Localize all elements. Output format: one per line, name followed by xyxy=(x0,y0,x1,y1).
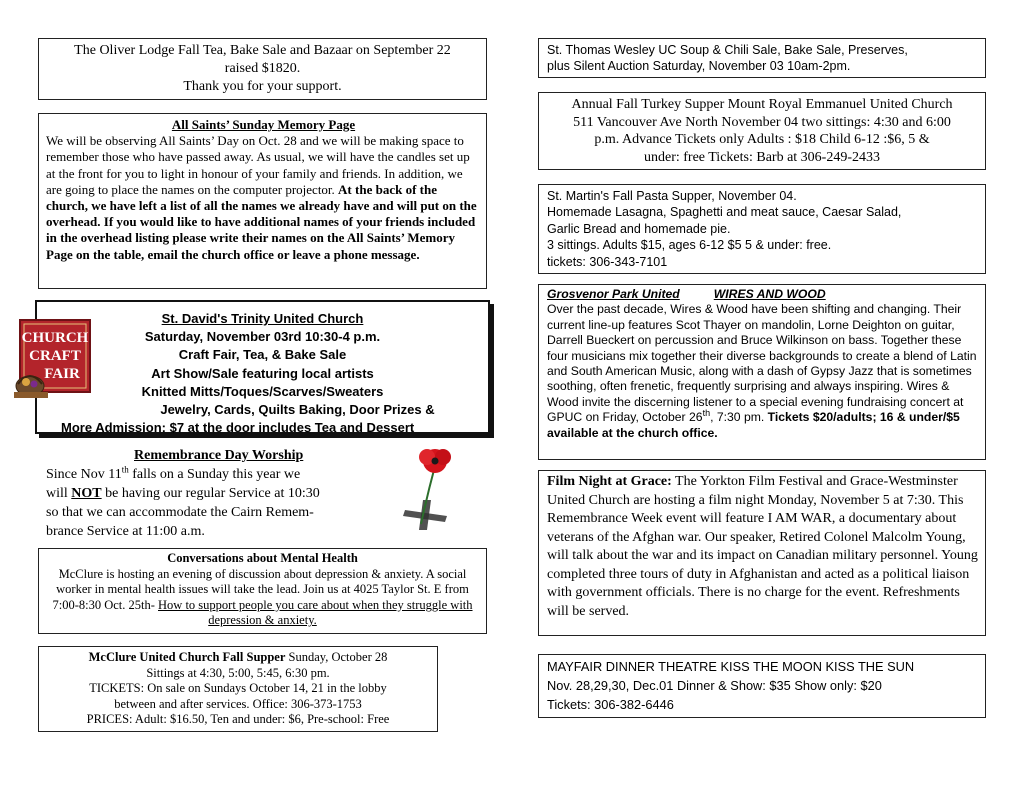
grosvenor-body-text: Over the past decade, Wires & Wood have been shifting and changing. Their current line-up features Scot Thayer on mandolin, Lorne Deighton on guitar, Darrell Bueckert on percussion and Bruce Wilkinson on bass. Together these four musicians mix together their diverse backgrounds to create a blend of Latin and South American Music, along with a dash of Gypsy Jazz that is sometimes soothing, often frenetic, frequently surprising and always inspiring. Wires & Wood invite the discerning listener to a special evening fundraising concert at GPUC on Friday, October 26 xyxy=(547,302,977,425)
st-thomas-line-2: plus Silent Auction Saturday, November 03 10am-2pm. xyxy=(547,59,851,73)
st-david-line-3: Knitted Mitts/Toques/Scarves/Sweaters xyxy=(141,383,384,399)
mayfair-line-1: MAYFAIR DINNER THEATRE KISS THE MOON KISS THE SUN xyxy=(547,659,915,674)
pasta-line-5: tickets: 306-343-7101 xyxy=(547,254,668,269)
film-night-body xyxy=(547,473,979,621)
all-saints-title: All Saints’ Sunday Memory Page xyxy=(171,117,356,132)
logo-word-church: CHURCH xyxy=(21,330,89,346)
film-night-notice xyxy=(538,470,986,636)
grosvenor-notice xyxy=(538,284,986,460)
oliver-lodge-notice xyxy=(38,38,487,100)
pasta-line-4: 3 sittings. Adults $15, ages 6-12 $5 5 & under: free. xyxy=(547,238,832,253)
grosvenor-title-church: Grosvenor Park United xyxy=(547,287,680,301)
poppy-cross-graphic xyxy=(365,444,475,536)
oliver-line-2: raised $1820. xyxy=(224,61,301,76)
logo-word-craft: CRAFT xyxy=(29,348,81,364)
mcclure-date: Sunday, October 28 xyxy=(285,650,388,664)
mental-health-notice xyxy=(38,548,487,634)
logo-word-fair: FAIR xyxy=(44,366,80,382)
remembrance-title: Remembrance Day Worship xyxy=(134,448,304,463)
st-thomas-notice xyxy=(538,38,986,78)
grosvenor-title-band: WIRES AND WOOD xyxy=(713,287,826,301)
mental-health-title: Conversations about Mental Health xyxy=(167,551,358,565)
st-thomas-line-1: St. Thomas Wesley UC Soup & Chili Sale, Bake Sale, Preserves, xyxy=(547,43,908,57)
pasta-line-1: St. Martin's Fall Pasta Supper, November 04. xyxy=(547,189,797,203)
grosvenor-sup: th xyxy=(702,408,711,419)
pasta-supper-notice xyxy=(538,184,986,274)
turkey-line-2: 511 Vancouver Ave North November 04 two sittings: 4:30 and 6:00 xyxy=(573,114,951,130)
turkey-supper-notice xyxy=(538,92,986,170)
mcclure-supper-notice xyxy=(38,646,438,732)
pasta-line-3: Garlic Bread and homemade pie. xyxy=(547,221,731,236)
church-craft-fair-logo-graphic xyxy=(10,318,92,410)
mayfair-notice xyxy=(538,654,986,718)
oliver-line-1: The Oliver Lodge Fall Tea, Bake Sale and Bazaar on September 22 xyxy=(74,43,451,58)
mental-health-body xyxy=(45,567,480,629)
all-saints-body-plain: We will be observing All Saints’ Day on Oct. 28 and we will be making space to remember those who have passed away. As usual, we will have the candles set up at the front for you to light in honour of your family and friends. In addition, we are going to place the names on the computer projector. xyxy=(46,133,470,197)
grosvenor-title xyxy=(547,287,979,302)
remembrance-line-3: so that we can accommodate the Cairn Remem- xyxy=(46,505,314,520)
st-david-line-4: Jewelry, Cards, Quilts Baking, Door Prizes & xyxy=(160,402,435,418)
mcclure-line-2: Sittings at 4:30, 5:00, 5:45, 6:30 pm. xyxy=(146,665,330,680)
film-night-lead: Film Night at Grace: xyxy=(547,474,672,489)
grosvenor-tickets: Tickets $20/adults; 16 & under/$5 available at the church office. xyxy=(547,410,960,440)
pasta-line-2: Homemade Lasagna, Spaghetti and meat sauce, Caesar Salad, xyxy=(547,205,902,220)
all-saints-body-bold: At the back of the church, we have left a list of all the names we already have and will put on the overhead. If you would like to have additional names of your friends included in the overhead listing please write their names on the All Saints’ Memory Page on the table, email the church office or leave a phone message. xyxy=(46,181,477,262)
remembrance-notice xyxy=(46,446,366,541)
remembrance-not: NOT xyxy=(71,486,102,501)
oliver-line-3: Thank you for your support. xyxy=(183,79,342,94)
all-saints-notice xyxy=(38,113,487,289)
mcclure-line-4: between and after services. Office: 306-373-1753 xyxy=(114,696,362,711)
mcclure-title: McClure United Church Fall Supper xyxy=(88,650,286,664)
st-david-line-5: More Admission: $7 at the door includes Tea and Dessert xyxy=(61,420,415,436)
turkey-line-1: Annual Fall Turkey Supper Mount Royal Emmanuel United Church xyxy=(571,97,953,112)
all-saints-body xyxy=(46,133,481,263)
poppy-cross-icon xyxy=(365,444,475,536)
st-david-line-2: Art Show/Sale featuring local artists xyxy=(151,365,374,381)
st-david-line-1: Craft Fair, Tea, & Bake Sale xyxy=(178,347,347,363)
remembrance-line-2 xyxy=(46,484,366,503)
st-david-title: St. David's Trinity United Church xyxy=(161,311,364,326)
remembrance-line-1 xyxy=(46,465,366,484)
remembrance-line-4: brance Service at 11:00 a.m. xyxy=(46,524,205,539)
mcclure-line-3: TICKETS: On sale on Sundays October 14, 21 in the lobby xyxy=(89,681,387,696)
mcclure-line-5: PRICES: Adult: $16.50, Ten and under: $6, Pre-school: Free xyxy=(86,712,390,727)
turkey-line-4: under: free Tickets: Barb at 306-249-2433 xyxy=(643,149,880,165)
remembrance-t4: be having our regular Service at 10:30 xyxy=(101,486,320,501)
remembrance-t3: will xyxy=(46,486,72,501)
mental-health-support-text: How to support people you care about when they struggle with depression & anxiety. xyxy=(158,597,473,628)
st-david-date: Saturday, November 03rd 10:30-4 p.m. xyxy=(144,329,381,345)
mental-health-body-text: McClure is hosting an evening of discussion about depression & anxiety. A social worker in mental health issues will take the lead. Join us at 4025 Taylor St. E from 7:00-8:30 Oct. 25th- xyxy=(52,566,469,612)
church-craft-fair-logo xyxy=(10,318,92,410)
grosvenor-body xyxy=(547,302,979,441)
st-david-notice xyxy=(35,300,490,434)
remembrance-t1: Since Nov 11 xyxy=(46,467,122,482)
remembrance-t2: falls on a Sunday this year we xyxy=(128,467,301,482)
mayfair-line-2: Nov. 28,29,30, Dec.01 Dinner & Show: $35 Show only: $20 xyxy=(547,678,882,693)
mcclure-line-1 xyxy=(39,650,437,666)
film-night-text: The Yorkton Film Festival and Grace-Westminster United Church are hosting a film night Monday, November 5 at 7:30. This Remembrance Week event will feature I AM WAR, a documentary about veterans of the Afghan war. Our speaker, Retired Colonel Malcolm Young, will talk about the war and its impact on Canadian military personnel. Young completed three tours of duty in Afghanistan and acted as a political liaison with government officials. There is no charge for the event. Refreshments will be served. xyxy=(547,474,978,619)
turkey-line-3: p.m. Advance Tickets only Adults : $18 Child 6-12 :$6, 5 & xyxy=(594,132,930,147)
remembrance-sup: th xyxy=(121,464,129,475)
mayfair-line-3: Tickets: 306-382-6446 xyxy=(547,697,674,712)
grosvenor-time: , 7:30 pm. xyxy=(710,410,768,425)
